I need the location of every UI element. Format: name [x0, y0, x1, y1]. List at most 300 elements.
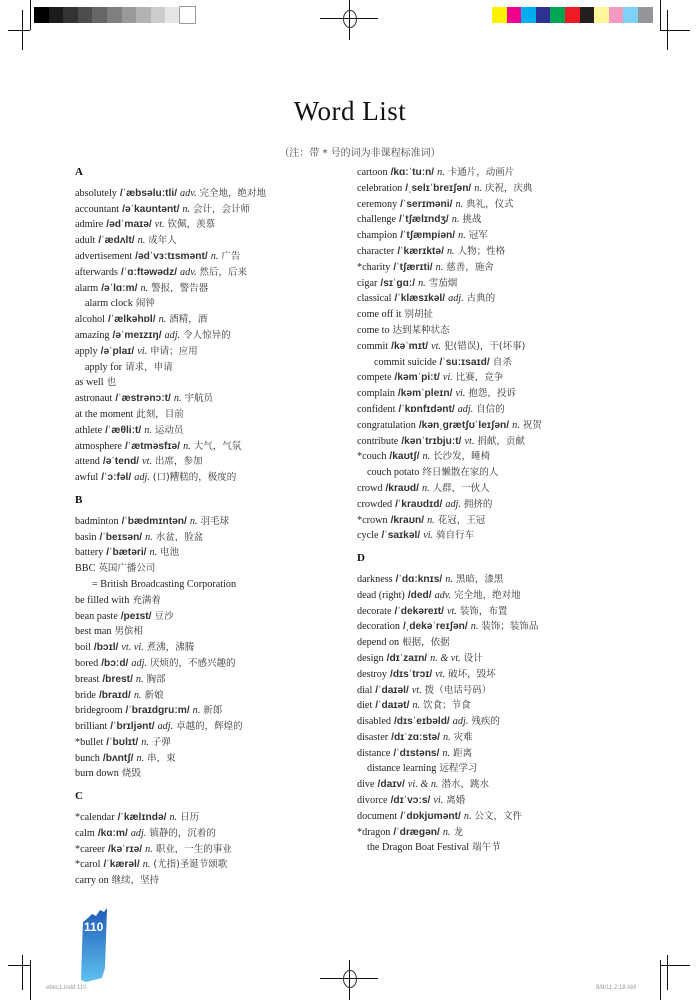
part-of-speech: adj. [457, 403, 474, 415]
headword: afterwards [75, 266, 118, 278]
word-entry [357, 449, 542, 465]
part-of-speech: vt. vi. [121, 642, 144, 654]
word-entry [75, 454, 266, 470]
footer-timestamp: 8/8/11 2:18 AM [596, 985, 636, 991]
phonetic: /kraʊd/ [385, 482, 419, 494]
definition: 此刻，目前 [136, 408, 184, 420]
part-of-speech: n. [437, 167, 445, 178]
phonetic: /ˈtʃærɪti/ [393, 261, 433, 273]
word-entry [357, 651, 542, 667]
word-entry [357, 339, 542, 355]
part-of-speech: adj. [134, 472, 150, 484]
headword: destroy [357, 668, 387, 680]
phonetic: /bɔɪl/ [93, 642, 119, 654]
word-entry [357, 418, 542, 434]
phonetic: /brest/ [102, 673, 133, 685]
headword: carry on [75, 875, 109, 887]
headword: *dragon [357, 826, 391, 838]
part-of-speech: n. & vt. [430, 652, 461, 664]
word-entry [75, 672, 266, 688]
phonetic: /ˈdekəreɪt/ [394, 605, 444, 617]
part-of-speech: adj. [131, 657, 147, 669]
definition: 饮食；节食 [423, 700, 471, 712]
part-of-speech: adj. [164, 329, 181, 341]
word-entry [75, 766, 266, 782]
phonetic: /ˈkraʊdɪd/ [395, 498, 443, 510]
definition: 卓越的，辉煌的 [176, 721, 243, 733]
phonetic: /əˈplaɪ/ [100, 345, 135, 357]
definition: 公文，文件 [474, 810, 523, 822]
headword: celebration [357, 182, 403, 194]
part-of-speech: adj. [448, 293, 464, 305]
phonetic: /ˈkælɪndə/ [117, 812, 167, 824]
definition: 终日懒散在家的人 [422, 467, 499, 479]
phonetic: /kənˈtrɪbjuːt/ [401, 435, 462, 447]
phonetic: /kɑːm/ [97, 827, 128, 839]
phonetic: /ədˈmaɪə/ [106, 219, 152, 231]
definition: 根据，依据 [402, 637, 450, 649]
phonetic: /ˌdekəˈreɪʃən/ [403, 621, 468, 633]
definition: 闹钟 [135, 298, 155, 310]
definition: 设计 [463, 652, 483, 664]
definition: 镇静的，沉着的 [149, 827, 216, 839]
word-entry [75, 233, 266, 249]
word-entry [357, 181, 542, 197]
part-of-speech: n. [182, 203, 191, 215]
definition: 英国广播公司 [98, 563, 156, 575]
headword: burn down [75, 768, 119, 780]
phonetic: /kraʊn/ [390, 514, 425, 526]
headword: contribute [357, 435, 399, 447]
word-entry [75, 423, 266, 439]
gray-swatch [92, 7, 107, 23]
headword: cigar [357, 277, 378, 289]
word-entry [357, 244, 542, 260]
definition: 完全地，绝对地 [454, 589, 521, 601]
word-entry [75, 826, 266, 842]
word-entry [357, 291, 542, 307]
definition: 完全地，绝对地 [199, 187, 267, 199]
word-entry [357, 619, 542, 635]
part-of-speech: adj. [452, 716, 469, 728]
definition: 男傧相 [114, 626, 144, 638]
word-entry [75, 360, 266, 376]
word-entry [75, 688, 266, 704]
definition: 水盆，脸盆 [155, 531, 204, 543]
part-of-speech: n. [145, 531, 153, 543]
headword: be filled with [75, 594, 130, 606]
word-entry [357, 370, 542, 386]
headword: disaster [357, 731, 389, 743]
definition: 宇航员 [184, 393, 213, 405]
part-of-speech: n. [136, 752, 145, 764]
definition: 达到某种状态 [392, 324, 450, 336]
part-of-speech: n. [158, 314, 167, 326]
part-of-speech: n. [451, 214, 460, 226]
part-of-speech: n. [135, 673, 144, 685]
headword: awful [75, 472, 99, 484]
word-entry [75, 609, 266, 625]
headword: diet [357, 700, 373, 712]
definition: 装饰；装饰品 [481, 621, 539, 633]
definition: 骑自行车 [436, 530, 475, 542]
phonetic: /bʌntʃ/ [102, 752, 134, 764]
phonetic: /ˈbʊlɪt/ [106, 736, 139, 748]
part-of-speech: n. [133, 689, 142, 701]
phonetic: /ˈbædmɪntən/ [121, 515, 187, 527]
gray-swatch [122, 7, 137, 23]
word-entry [357, 809, 542, 825]
gray-swatch [107, 7, 122, 23]
definition: 庆祝，庆典 [484, 182, 533, 194]
section-letter: D [357, 552, 365, 565]
word-entry [75, 328, 266, 344]
headword: *couch [357, 451, 387, 463]
definition: 龙 [453, 826, 463, 838]
part-of-speech: adj. [157, 721, 174, 733]
word-entry [75, 624, 266, 640]
phonetic: /ˈtʃælɪndʒ/ [399, 214, 449, 226]
word-entry [75, 577, 266, 593]
phonetic: /dɪˈvɔːs/ [390, 795, 431, 807]
part-of-speech: n. [421, 482, 430, 494]
word-list-column-left [75, 165, 266, 889]
headword: apply for [85, 361, 123, 373]
part-of-speech: n. [442, 731, 451, 743]
word-entry [357, 683, 542, 699]
headword: badminton [75, 515, 119, 527]
headword: confident [357, 403, 396, 415]
definition: 职业，一生的事业 [155, 843, 232, 855]
headword: complain [357, 388, 395, 400]
word-entry [357, 840, 542, 856]
definition: 装饰，布置 [459, 605, 508, 617]
headword: accountant [75, 203, 120, 215]
definition: 人物；性格 [457, 245, 506, 257]
part-of-speech: vi. [455, 388, 466, 400]
footer-file-name: ebec1.indd 110 [46, 985, 87, 991]
word-entry [75, 265, 266, 281]
phonetic: /ˈætməsfɪə/ [124, 440, 181, 452]
word-entry [75, 530, 266, 546]
headword: calm [75, 827, 95, 839]
phonetic: /əˈlɑːm/ [101, 282, 138, 294]
phonetic: /ˈkærəl/ [103, 859, 140, 871]
definition: 拥挤的 [463, 498, 493, 510]
phonetic: /ˈdɪstəns/ [393, 747, 440, 759]
phonetic: /dɪsˈtrɔɪ/ [390, 668, 433, 680]
definition: 长沙发，睡椅 [433, 451, 491, 463]
part-of-speech: n. [470, 621, 479, 633]
headword: admire [75, 219, 104, 231]
part-of-speech: n. [137, 235, 146, 247]
part-of-speech: n. [192, 705, 201, 717]
definition: 申请；应用 [150, 345, 198, 357]
phonetic: /kaʊtʃ/ [389, 451, 420, 463]
phonetic: /ˈdaɪət/ [375, 700, 410, 712]
definition: 潜水，跳水 [441, 779, 489, 791]
definition: 继续，坚持 [111, 875, 160, 887]
word-entry [75, 810, 266, 826]
phonetic: /ˈklæsɪkəl/ [394, 293, 446, 305]
phonetic: /ˈkærɪktə/ [397, 245, 444, 257]
part-of-speech: vi. [423, 530, 434, 542]
definition: 出席，参加 [155, 456, 203, 468]
headword: attend [75, 456, 100, 468]
part-of-speech: n. [463, 810, 472, 822]
part-of-speech: vi. [137, 345, 148, 357]
phonetic: /ˈkɒnfɪdənt/ [398, 403, 455, 415]
phonetic: /ədˈvɜːtɪsmənt/ [135, 250, 208, 262]
word-entry [357, 604, 542, 620]
phonetic: /braɪd/ [98, 689, 131, 701]
headword: *charity [357, 261, 391, 273]
word-entry [357, 165, 542, 181]
headword: compete [357, 372, 392, 384]
word-entry [75, 545, 266, 561]
definition: 日历 [180, 812, 200, 824]
definition: 黑暗，漆黑 [455, 573, 504, 585]
headword: come off it [357, 309, 402, 321]
word-entry [357, 386, 542, 402]
headword: decorate [357, 605, 392, 617]
definition: 然后，后来 [199, 266, 248, 278]
headword: classical [357, 293, 392, 305]
headword: brilliant [75, 721, 108, 733]
headword: divorce [357, 795, 388, 807]
headword: champion [357, 230, 398, 242]
part-of-speech: n. [422, 451, 431, 463]
phonetic: /kɑːˈtuːn/ [390, 167, 435, 178]
part-of-speech: adj. [130, 827, 147, 839]
phonetic: /ˌselɪˈbreɪʃən/ [405, 182, 472, 194]
word-entry [357, 323, 542, 339]
headword: cartoon [357, 167, 388, 178]
headword: crowd [357, 482, 383, 494]
part-of-speech: n. [145, 843, 153, 855]
word-entry [357, 260, 542, 276]
definition: 请求，申请 [125, 361, 173, 373]
definition: 酒精，酒 [169, 314, 208, 326]
definition: 犯(错误)，干(坏事) [444, 340, 526, 352]
word-entry [357, 746, 542, 762]
headword: dive [357, 779, 375, 791]
definition: 串，束 [147, 752, 176, 764]
part-of-speech: n. [210, 250, 219, 262]
headword: bored [75, 657, 99, 669]
definition: 距离 [453, 747, 473, 759]
definition: 电池 [160, 547, 180, 559]
word-list-column-right [357, 165, 542, 856]
definition: 警报，警告器 [151, 282, 209, 294]
headword: best man [75, 626, 112, 638]
phonetic: /ˈdrægən/ [393, 826, 440, 838]
part-of-speech: n. [512, 419, 520, 431]
phonetic: /daɪv/ [377, 779, 405, 791]
color-swatch [594, 7, 609, 23]
part-of-speech: n. [173, 393, 182, 405]
gray-swatch [165, 7, 180, 23]
part-of-speech: adv. [180, 187, 197, 199]
part-of-speech: n. [418, 277, 426, 289]
phonetic: /ˈæθliːt/ [105, 424, 142, 436]
part-of-speech: n. [144, 424, 152, 436]
headword: crowded [357, 498, 393, 510]
phonetic: /ˈsuːɪsaɪd/ [439, 356, 490, 368]
phonetic: /ˈɔːfəl/ [101, 472, 132, 484]
headword: alcohol [75, 314, 105, 326]
part-of-speech: n. [445, 573, 453, 585]
word-entry [357, 513, 542, 529]
headword: congratulation [357, 419, 416, 431]
part-of-speech: vt. [142, 456, 153, 468]
phonetic: /ˈɑːftəwədz/ [121, 266, 178, 278]
headword: distance learning [367, 763, 437, 775]
phonetic: /kəˈrɪə/ [107, 843, 143, 855]
word-entry [357, 793, 542, 809]
word-entry [357, 481, 542, 497]
color-swatch [565, 7, 580, 23]
part-of-speech: n. [149, 547, 158, 559]
page-note: （注：带 * 号的词为非课程标准词） [279, 148, 441, 159]
word-entry [75, 249, 266, 265]
phonetic: /ˈædʌlt/ [98, 235, 135, 247]
word-entry [357, 714, 542, 730]
definition: 卡通片，动画片 [447, 167, 515, 178]
word-entry [75, 281, 266, 297]
part-of-speech: vt. [411, 684, 422, 696]
word-entry [357, 825, 542, 841]
headword: absolutely [75, 187, 117, 199]
phonetic: /ˈtʃæmpiən/ [400, 230, 456, 242]
color-swatch [550, 7, 565, 23]
phonetic: /ˈbætəri/ [106, 547, 147, 559]
headword: amazing [75, 329, 110, 341]
definition: 烧毁 [121, 768, 141, 780]
phonetic: /kəˈmɪt/ [391, 340, 429, 352]
part-of-speech: n. [412, 700, 421, 712]
part-of-speech: n. [435, 261, 444, 273]
definition: 也 [106, 377, 117, 389]
part-of-speech: adv. [180, 266, 197, 278]
definition: 新娘 [144, 689, 164, 701]
color-swatch [638, 7, 653, 23]
headword: basin [75, 531, 97, 543]
part-of-speech: n. [141, 736, 149, 748]
part-of-speech: n. [446, 245, 455, 257]
word-entry [75, 719, 266, 735]
word-entry [357, 667, 542, 683]
definition: 别胡扯 [404, 309, 434, 321]
part-of-speech: n. [455, 198, 464, 210]
word-entry [75, 391, 266, 407]
word-entry [75, 640, 266, 656]
definition: 新郎 [203, 705, 223, 717]
definition: 拨（电话号码） [424, 684, 492, 696]
headword: character [357, 245, 395, 257]
part-of-speech: vi. [433, 795, 444, 807]
headword: cycle [357, 530, 379, 542]
definition: 厌烦的，不感兴趣的 [149, 657, 236, 669]
phonetic: /kəmˈpiːt/ [394, 372, 440, 384]
word-entry [357, 307, 542, 323]
phonetic: /ˈdaɪəl/ [375, 684, 409, 696]
headword: alarm [75, 282, 99, 294]
word-entry [357, 497, 542, 513]
phonetic: /ˈserɪməni/ [400, 198, 453, 210]
gray-swatch [63, 7, 78, 23]
definition: (尤指)圣诞节颂歌 [153, 859, 228, 871]
definition: 冠军 [468, 230, 488, 242]
part-of-speech: n. [458, 230, 466, 242]
phonetic: /ˈdɒkjʊmənt/ [400, 810, 461, 822]
word-entry [75, 202, 266, 218]
headword: bunch [75, 752, 100, 764]
section-letter: A [75, 166, 83, 178]
headword: = British Broadcasting Corporation [92, 578, 237, 590]
definition: 离婚 [446, 795, 466, 807]
headword: dead (right) [357, 589, 405, 601]
part-of-speech: n. [442, 747, 451, 759]
gray-swatch [34, 7, 49, 23]
phonetic: /ˈælkəhɒl/ [108, 314, 156, 326]
definition: 钦佩，羡慕 [167, 219, 216, 231]
definition: 广告 [221, 250, 241, 262]
word-entry [357, 761, 542, 777]
definition: 灾难 [453, 731, 473, 743]
headword: the Dragon Boat Festival [367, 842, 470, 854]
word-entry [357, 730, 542, 746]
word-entry [75, 735, 266, 751]
phonetic: /əˈmeɪzɪŋ/ [112, 329, 162, 341]
part-of-speech: vi. [442, 372, 453, 384]
part-of-speech: vt. [464, 435, 475, 447]
phonetic: /ded/ [407, 589, 432, 601]
part-of-speech: vt. [435, 668, 446, 680]
definition: 成年人 [148, 235, 177, 247]
headword: bride [75, 689, 96, 701]
phonetic: /ˈsaɪkəl/ [381, 530, 421, 542]
headword: disabled [357, 716, 391, 728]
part-of-speech: vt. [446, 605, 457, 617]
phonetic: /ˈdɑːknɪs/ [395, 573, 443, 585]
page-number: 110 [84, 920, 104, 934]
word-entry [357, 588, 542, 604]
headword: *bullet [75, 736, 104, 748]
word-entry [75, 656, 266, 672]
word-entry [75, 873, 266, 889]
phonetic: /ˈbeɪsən/ [99, 531, 143, 543]
headword: bridegroom [75, 705, 123, 717]
definition: 古典的 [466, 293, 496, 305]
definition: 祝贺 [522, 419, 542, 431]
headword: distance [357, 747, 391, 759]
word-entry [357, 276, 542, 292]
word-entry [75, 407, 266, 423]
color-swatch [492, 7, 507, 23]
color-swatch [521, 7, 536, 23]
phonetic: /ˈbraɪdgruːm/ [125, 705, 190, 717]
word-entry [75, 561, 266, 577]
word-entry [75, 703, 266, 719]
word-entry [75, 857, 266, 873]
definition: 人群，一伙人 [432, 482, 490, 494]
part-of-speech: adv. [434, 589, 452, 601]
definition: 自信的 [476, 403, 505, 415]
word-entry [75, 593, 266, 609]
phonetic: /ˈbrɪljənt/ [110, 721, 155, 733]
headword: ceremony [357, 198, 398, 210]
